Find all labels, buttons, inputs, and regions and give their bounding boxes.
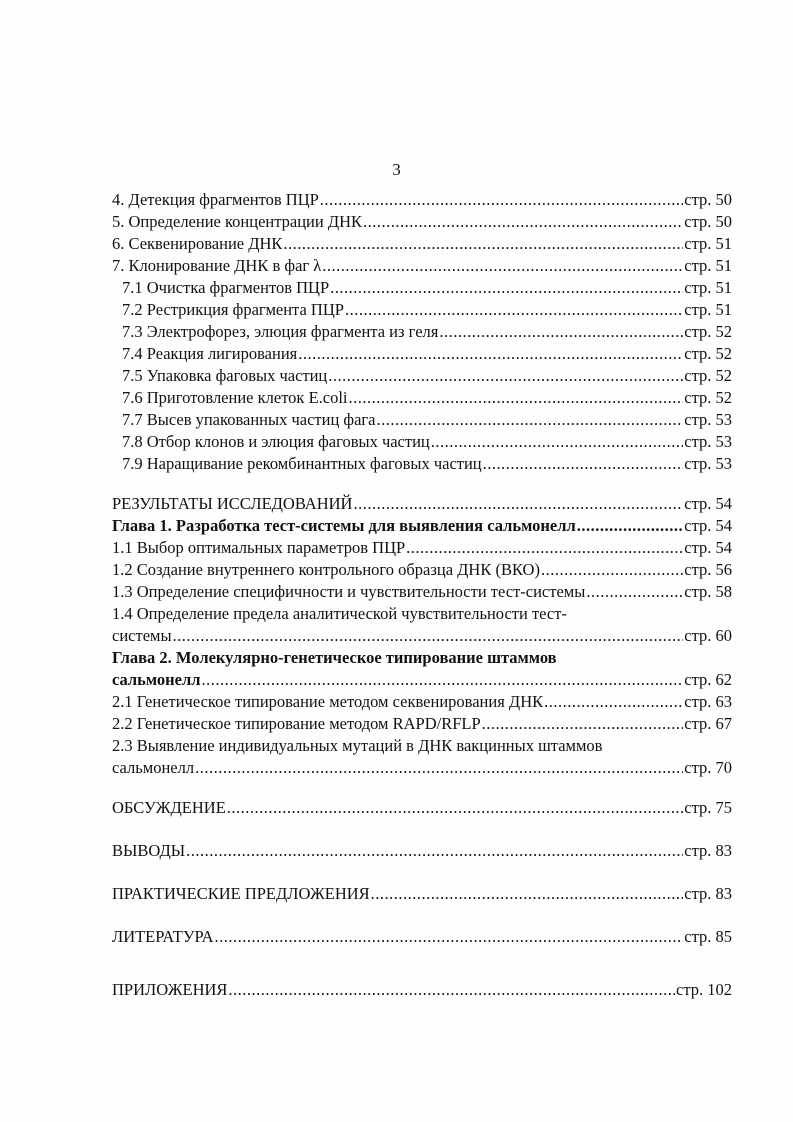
leader-dots [483,453,684,475]
toc-entry-page: стр. 75 [684,798,732,817]
toc-entry-title: 1.3 Определение специфичности и чувствительности тест-системы [112,582,586,601]
toc-discussion[interactable] [112,797,732,819]
toc-entry-7-1[interactable] [122,277,732,299]
toc-chapter-2[interactable] [112,669,732,691]
toc-entry-2-3[interactable] [112,757,732,779]
toc-entry-page: стр. 56 [684,560,732,579]
leader-dots [482,713,684,735]
toc-entry-page: стр. 62 [684,670,732,689]
leader-dots [227,797,683,819]
toc-entry-page: стр. 52 [684,366,732,385]
toc-entry-page: стр. 63 [684,692,732,711]
toc-entry-4[interactable] [112,189,732,211]
toc-literature[interactable] [112,926,732,948]
toc-entry-page: стр. 52 [684,322,732,341]
toc-entry-title: ОБСУЖДЕНИЕ [112,798,226,817]
toc-entry-page: стр. 50 [684,190,732,209]
leader-dots [353,493,683,515]
toc-entry-title: 1.2 Создание внутреннего контрольного образца ДНК (ВКО) [112,560,540,579]
toc-entry-page: стр. 102 [676,980,732,999]
toc-entry-page: стр. 85 [684,927,732,946]
toc-entry-title: 5. Определение концентрации ДНК [112,212,363,231]
leader-dots [406,537,683,559]
toc-entry-page: стр. 70 [684,758,732,777]
toc-entry-title: ПРИЛОЖЕНИЯ [112,980,228,999]
leader-dots [186,840,683,862]
leader-dots [283,233,683,255]
leader-dots [439,321,683,343]
leader-dots [173,625,684,647]
leader-dots [541,559,683,581]
toc-entry-page: стр. 83 [684,884,732,903]
toc-entry-1-4-line1[interactable]: 1.4 Определение предела аналитической чувствительности тест- [112,604,567,623]
toc-chapter-2-line1[interactable]: Глава 2. Молекулярно-генетическое типирование штаммов [112,648,557,667]
toc-entry-title: сальмонелл [112,758,195,777]
toc-entry-title: системы [112,626,172,645]
leader-dots [577,515,684,537]
toc-entry-title: 7.9 Наращивание рекомбинантных фаговых частиц [122,454,482,473]
toc-entry-7-3[interactable] [122,321,732,343]
leader-dots [345,299,683,321]
leader-dots [431,431,683,453]
toc-entry-2-3-line1[interactable]: 2.3 Выявление индивидуальных мутаций в ДНК вакцинных штаммов [112,736,603,755]
toc-entry-2-1[interactable] [112,691,732,713]
leader-dots [330,277,683,299]
toc-entry-title: 4. Детекция фрагментов ПЦР [112,190,319,209]
toc-entry-title: 7. Клонирование ДНК в фаг λ [112,256,322,275]
leader-dots [298,343,683,365]
toc-entry-title: 7.8 Отбор клонов и элюция фаговых частиц [122,432,430,451]
toc-entry-page: стр. 54 [684,494,732,513]
leader-dots [544,691,683,713]
toc-entry-page: стр. 83 [684,841,732,860]
toc-appendices[interactable] [112,979,732,1001]
toc-entry-7[interactable] [112,255,732,277]
page-number: 3 [392,160,401,179]
toc-entry-title: 7.6 Приготовление клеток E.coli [122,388,348,407]
toc-entry-title: 7.2 Рестрикция фрагмента ПЦР [122,300,344,319]
toc-entry-2-2[interactable] [112,713,732,735]
toc-entry-7-6[interactable] [122,387,732,409]
toc-entry-page: стр. 54 [684,538,732,557]
leader-dots [320,189,683,211]
toc-entry-page: стр. 67 [684,714,732,733]
toc-entry-7-2[interactable] [122,299,732,321]
toc-entry-title: 7.1 Очистка фрагментов ПЦР [122,278,330,297]
toc-entry-title: Глава 1. Разработка тест-системы для выявления сальмонелл [112,516,576,535]
leader-dots [322,255,683,277]
toc-entry-7-9[interactable] [122,453,732,475]
toc-entry-title: 1.1 Выбор оптимальных параметров ПЦР [112,538,406,557]
toc-entry-title: ПРАКТИЧЕСКИЕ ПРЕДЛОЖЕНИЯ [112,884,370,903]
leader-dots [363,211,683,233]
toc-entry-7-5[interactable] [122,365,732,387]
toc-entry-title: РЕЗУЛЬТАТЫ ИССЛЕДОВАНИЙ [112,494,353,513]
toc-entry-page: стр. 51 [684,278,732,297]
toc-entry-page: стр. 51 [684,256,732,275]
toc-practical-suggestions[interactable] [112,883,732,905]
toc-entry-page: стр. 53 [684,410,732,429]
toc-entry-page: стр. 51 [684,300,732,319]
toc-entry-page: стр. 60 [684,626,732,645]
toc-entry-5[interactable] [112,211,732,233]
toc-entry-1-1[interactable] [112,537,732,559]
leader-dots [586,581,683,603]
leader-dots [371,883,684,905]
toc-entry-title: ЛИТЕРАТУРА [112,927,214,946]
toc-entry-title: сальмонелл [112,670,201,689]
toc-entry-page: стр. 54 [684,516,732,535]
toc-entry-page: стр. 52 [684,344,732,363]
toc-results-heading[interactable] [112,493,732,515]
toc-entry-title: 2.1 Генетическое типирование методом секвенирования ДНК [112,692,544,711]
toc-entry-1-3[interactable] [112,581,732,603]
leader-dots [328,365,683,387]
toc-entry-page: стр. 58 [684,582,732,601]
toc-entry-6[interactable] [112,233,732,255]
toc-entry-page: стр. 53 [684,432,732,451]
toc-entry-title: 6. Секвенирование ДНК [112,234,283,253]
leader-dots [349,387,684,409]
leader-dots [215,926,684,948]
toc-chapter-1[interactable] [112,515,732,537]
leader-dots [202,669,684,691]
toc-entry-page: стр. 52 [684,388,732,407]
toc-entry-title: 2.2 Генетическое типирование методом RAPD/RFLP [112,714,481,733]
leader-dots [377,409,684,431]
toc-entry-7-8[interactable] [122,431,732,453]
toc-entry-1-2[interactable] [112,559,732,581]
toc-entry-page: стр. 53 [684,454,732,473]
toc-entry-title: 7.3 Электрофорез, элюция фрагмента из геля [122,322,439,341]
toc-entry-page: стр. 51 [684,234,732,253]
toc-entry-7-7[interactable] [122,409,732,431]
toc-entry-1-4[interactable] [112,625,732,647]
toc-entry-7-4[interactable] [122,343,732,365]
leader-dots [195,757,683,779]
toc-entry-title: 7.5 Упаковка фаговых частиц [122,366,328,385]
toc-conclusions[interactable] [112,840,732,862]
toc-entry-page: стр. 50 [684,212,732,231]
toc-entry-title: 7.7 Высев упакованных частиц фага [122,410,376,429]
leader-dots [228,979,675,1001]
toc-entry-title: ВЫВОДЫ [112,841,186,860]
toc-entry-title: 7.4 Реакция лигирования [122,344,298,363]
